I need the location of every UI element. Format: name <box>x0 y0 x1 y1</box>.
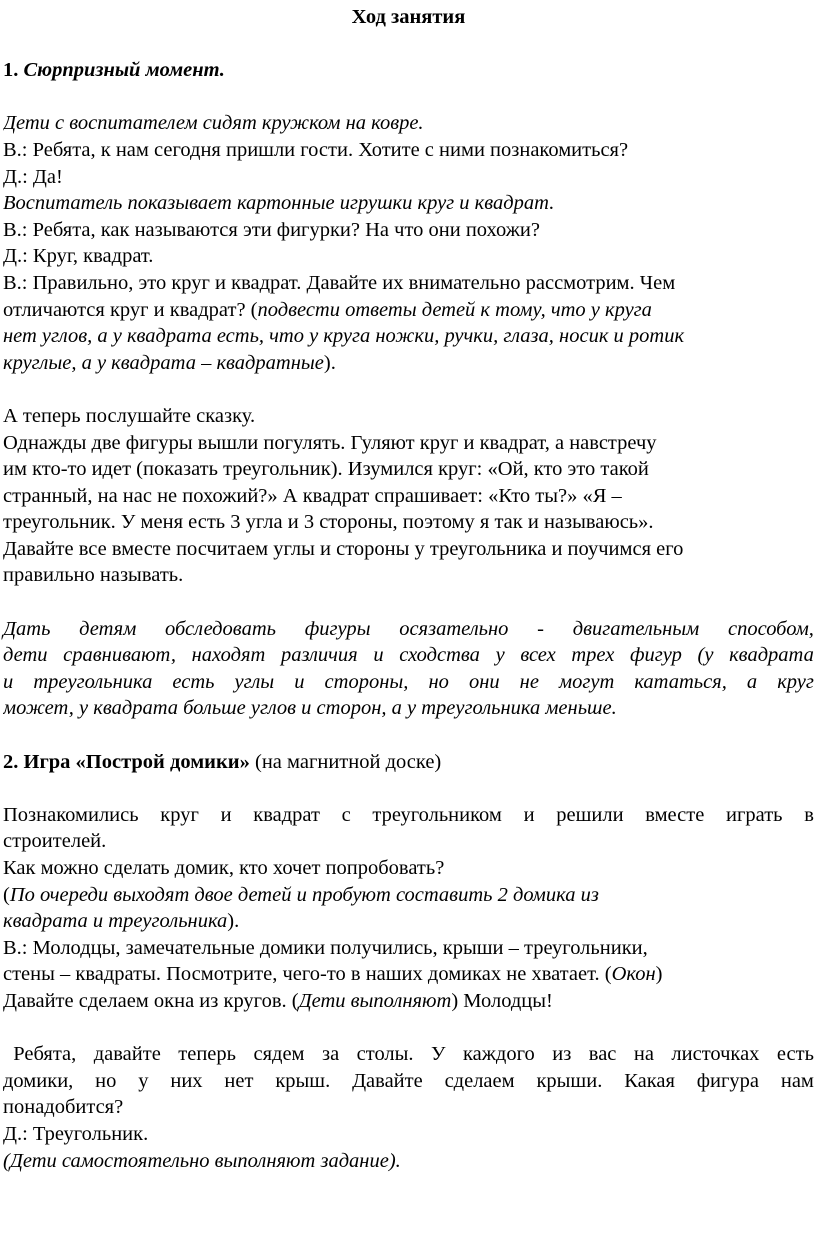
word: каждого <box>463 1043 535 1066</box>
word: Ребята, <box>3 1043 77 1066</box>
word: треугольника <box>33 670 153 693</box>
word: сядем <box>253 1043 305 1066</box>
instruction-line <box>3 642 814 669</box>
instruction-last-line: может, у квадрата больше углов и сторон, а у треугольника меньше. <box>3 697 617 720</box>
word: нам <box>780 1069 814 1092</box>
section2-paren-line1: (По очереди выходят двое детей и пробуют составить 2 домика из <box>3 883 599 906</box>
word: и <box>220 803 232 826</box>
instruction-line <box>3 669 814 696</box>
story-line: им кто-то идет (показать треугольник). Изумился круг: «Ой, кто это такой <box>3 458 649 481</box>
word: треугольником <box>372 803 502 826</box>
word: находят <box>191 644 266 667</box>
story-line: треугольник. У меня есть 3 угла и 3 стороны, поэтому я так и называюсь». <box>3 511 654 534</box>
word: в <box>804 803 814 826</box>
word: сделаем <box>444 1069 515 1092</box>
word: домики, <box>3 1069 74 1092</box>
word: но <box>95 1069 117 1092</box>
dialogue-line: Д.: Круг, квадрат. <box>3 245 154 268</box>
word: могут <box>559 670 615 693</box>
word: всех <box>520 644 556 667</box>
section1-mixed-line-a <box>3 297 814 324</box>
word: дети <box>3 644 48 667</box>
word: играть <box>726 803 783 826</box>
word: квадрата <box>729 644 814 667</box>
word: трех <box>571 644 615 667</box>
spacer <box>3 376 814 403</box>
word: и <box>373 644 384 667</box>
word: них <box>170 1069 203 1092</box>
section1-dialogue <box>3 110 814 296</box>
dialogue-line: Дети с воспитателем сидят кружком на ковре. <box>3 112 424 135</box>
word: крыш. <box>275 1069 331 1092</box>
story-line: странный, на нас не похожий?» А квадрат спрашивает: «Кто ты?» «Я – <box>3 484 622 507</box>
word: за <box>321 1043 340 1066</box>
section2-v-line2: стены – квадраты. Посмотрите, чего-то в наших домиках не хватает. (Окон) <box>3 963 663 986</box>
mixed-normal: отличаются круг и квадрат? (подвести ответы детей к тому, что у круга <box>3 298 652 321</box>
word: сходства <box>399 644 480 667</box>
word: не <box>519 670 539 693</box>
word: круг <box>777 670 814 693</box>
spacer <box>3 775 814 802</box>
word: У <box>431 1043 446 1066</box>
section2-heading: 2. Игра «Построй домики» (на магнитной доске) <box>3 750 442 773</box>
word: и <box>523 803 535 826</box>
word: листочках <box>671 1043 760 1066</box>
word: крыши. <box>536 1069 603 1092</box>
word: Какая <box>624 1069 675 1092</box>
spacer <box>3 722 814 749</box>
word: вас <box>588 1043 617 1066</box>
word: различия <box>280 644 358 667</box>
word: сравнивают, <box>63 644 176 667</box>
word: круг <box>160 803 199 826</box>
instruction-line <box>3 616 814 643</box>
word: с <box>341 803 351 826</box>
word: есть <box>172 670 215 693</box>
story-line: Давайте все вместе посчитаем углы и стороны у треугольника и поучимся его <box>3 537 684 560</box>
word: Познакомились <box>3 803 139 826</box>
section2-paren-line2: квадрата и треугольника). <box>3 910 240 933</box>
word: из <box>552 1043 572 1066</box>
word: квадрат <box>253 803 320 826</box>
word: фигур <box>629 644 682 667</box>
word: вместе <box>645 803 705 826</box>
section1-heading <box>3 57 814 84</box>
section1-italic-line-b: нет углов, а у квадрата есть, что у круга ножки, ручки, глаза, носик и ротик <box>3 325 685 348</box>
word: углы <box>234 670 275 693</box>
word: у <box>495 644 505 667</box>
section2-question: Как можно сделать домик, кто хочет попробовать? <box>3 857 445 879</box>
section2-para1-line1 <box>3 802 814 829</box>
word: фигура <box>696 1069 759 1092</box>
dialogue-line: Д.: Да! <box>3 165 63 188</box>
section2-v-line3: Давайте сделаем окна из кругов. (Дети выполняют) Молодцы! <box>3 989 553 1012</box>
word: есть <box>776 1043 814 1066</box>
word: они <box>468 670 500 693</box>
dialogue-line: В.: Ребята, к нам сегодня пришли гости. Хотите с ними познакомиться? <box>3 138 629 161</box>
section2-v-line1: В.: Молодцы, замечательные домики получились, крыши – треугольники, <box>3 936 648 959</box>
spacer <box>3 84 814 111</box>
word: решили <box>556 803 624 826</box>
dialogue-line: Воспитатель показывает картонные игрушки круг и квадрат. <box>3 192 555 215</box>
story-line: А теперь послушайте сказку. <box>3 404 256 427</box>
word: детям <box>79 617 137 640</box>
word: теперь <box>178 1043 237 1066</box>
word: двигательным <box>572 617 700 640</box>
page-title: Ход занятия <box>351 6 466 28</box>
section2-para1-last: строителей. <box>3 830 107 853</box>
story-line: Однажды две фигуры вышли погулять. Гуляют круг и квадрат, а навстречу <box>3 431 657 454</box>
word: и <box>3 670 14 693</box>
section1-title: Сюрпризный момент. <box>23 59 225 82</box>
section2-answer: Д.: Треугольник. <box>3 1122 149 1145</box>
story-line: правильно называть. <box>3 564 184 587</box>
word: Давайте <box>352 1069 423 1092</box>
word: а <box>746 670 758 693</box>
word: столы. <box>356 1043 414 1066</box>
section1-mixed-line-c: круглые, а у квадрата – квадратные). <box>3 351 336 374</box>
word: фигуры <box>304 617 371 640</box>
word: но <box>428 670 449 693</box>
word: на <box>633 1043 654 1066</box>
fairy-tale-paragraph <box>3 403 814 589</box>
dialogue-line: В.: Правильно, это круг и квадрат. Давайте их внимательно рассмотрим. Чем <box>3 271 676 294</box>
spacer <box>3 589 814 616</box>
word: у <box>138 1069 149 1092</box>
word: давайте <box>93 1043 161 1066</box>
section2-para2-line1 <box>3 1041 814 1068</box>
word: способом, <box>728 617 814 640</box>
word: обследовать <box>165 617 276 640</box>
word: и <box>294 670 305 693</box>
dialogue-line: В.: Ребята, как называются эти фигурки? На что они похожи? <box>3 218 540 241</box>
instruction-paragraph <box>3 616 814 696</box>
word: - <box>537 617 544 640</box>
spacer <box>3 1015 814 1042</box>
section2-para2-last: понадобится? <box>3 1096 124 1119</box>
word: стороны, <box>324 670 409 693</box>
spacer <box>3 31 814 58</box>
word: нет <box>224 1069 254 1092</box>
word: (у <box>697 644 714 667</box>
section1-number: 1. <box>3 59 24 82</box>
word: осязательно <box>399 617 509 640</box>
word: Дать <box>3 617 51 640</box>
section2-para2-line2 <box>3 1068 814 1095</box>
section2-final-note: (Дети самостоятельно выполняют задание). <box>3 1149 401 1172</box>
word: кататься, <box>634 670 727 693</box>
